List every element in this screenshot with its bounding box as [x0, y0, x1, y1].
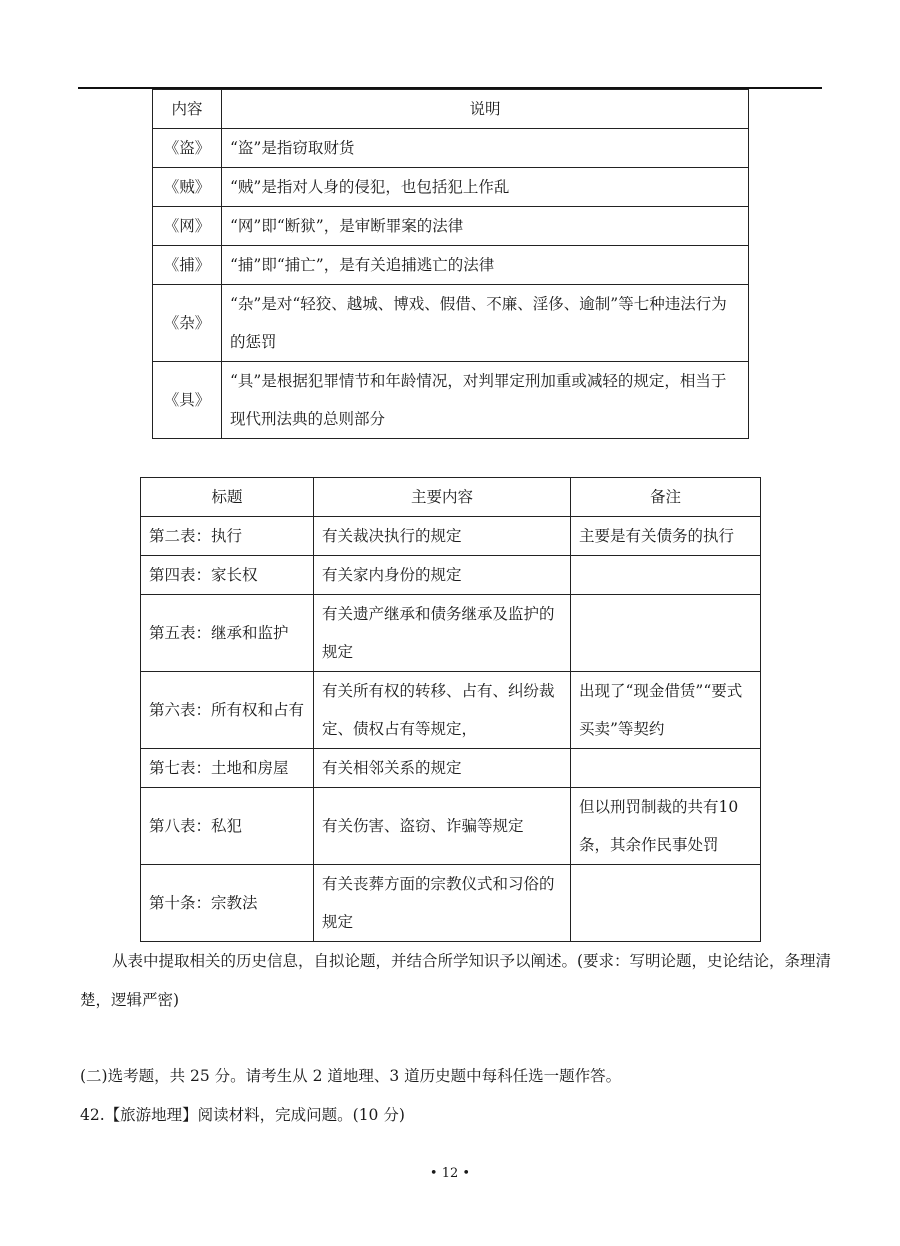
table-row [153, 285, 749, 362]
table-cell: 有关家内身份的规定 [314, 556, 571, 595]
table-cell [571, 749, 761, 788]
table-row [141, 749, 761, 788]
table-cell [571, 556, 761, 595]
table-cell: “贼”是指对人身的侵犯，也包括犯上作乱 [222, 168, 749, 207]
table-row [141, 517, 761, 556]
header-cell: 内容 [153, 90, 222, 129]
question-text: 从表中提取相关的历史信息，自拟论题，并结合所学知识予以阐述。(要求：写明论题，史论结论，条理清楚，逻辑严密) [80, 952, 832, 1009]
table-cell: 第五表：继承和监护 [141, 595, 314, 672]
table-cell [571, 865, 761, 942]
table-header-row [141, 478, 761, 517]
table-row [141, 788, 761, 865]
table-row [153, 362, 749, 439]
table-row [141, 556, 761, 595]
table-row [153, 207, 749, 246]
header-cell: 备注 [571, 478, 761, 517]
table-cell: 有关伤害、盗窃、诈骗等规定 [314, 788, 571, 865]
table-cell: 主要是有关债务的执行 [571, 517, 761, 556]
table-cell: 有关遗产继承和债务继承及监护的规定 [314, 595, 571, 672]
table-cell: 第四表：家长权 [141, 556, 314, 595]
table-cell: 《杂》 [153, 285, 222, 362]
question-42: 42.【旅游地理】阅读材料，完成问题。(10 分) [80, 1106, 405, 1124]
table-row [141, 595, 761, 672]
table-cell: 《网》 [153, 207, 222, 246]
table-row [141, 865, 761, 942]
table-cell: 第二表：执行 [141, 517, 314, 556]
twelve-tables-table [140, 477, 761, 942]
header-cell: 标题 [141, 478, 314, 517]
table-row [153, 246, 749, 285]
table-cell: 第六表：所有权和占有 [141, 672, 314, 749]
table-cell: 有关裁决执行的规定 [314, 517, 571, 556]
page-number: • 12 • [429, 1166, 471, 1181]
table-cell: 出现了“现金借赁”“要式买卖”等契约 [571, 672, 761, 749]
table-cell: 《具》 [153, 362, 222, 439]
table-cell: 第七表：土地和房屋 [141, 749, 314, 788]
section-heading: (二)选考题，共 25 分。请考生从 2 道地理、3 道历史题中每科任选一题作答。 [80, 1067, 622, 1085]
header-cell: 主要内容 [314, 478, 571, 517]
table-cell: “杂”是对“轻狡、越城、博戏、假借、不廉、淫侈、逾制”等七种违法行为的惩罚 [222, 285, 749, 362]
table-cell: 有关丧葬方面的宗教仪式和习俗的规定 [314, 865, 571, 942]
table-row [153, 129, 749, 168]
table-cell: “具”是根据犯罪情节和年龄情况，对判罪定刑加重或减轻的规定，相当于现代刑法典的总则部分 [222, 362, 749, 439]
table-cell: 第十条：宗教法 [141, 865, 314, 942]
table-cell [571, 595, 761, 672]
header-cell: 说明 [222, 90, 749, 129]
table-cell: 《贼》 [153, 168, 222, 207]
table-row [153, 168, 749, 207]
table-row [141, 672, 761, 749]
table-cell: 《盗》 [153, 129, 222, 168]
legal-code-table [152, 89, 749, 439]
table-cell: 第八表：私犯 [141, 788, 314, 865]
table-header-row [153, 90, 749, 129]
table-cell: 但以刑罚制裁的共有10条，其余作民事处罚 [571, 788, 761, 865]
table-cell: 有关所有权的转移、占有、纠纷裁定、债权占有等规定， [314, 672, 571, 749]
table-cell: “盗”是指窃取财货 [222, 129, 749, 168]
table-cell: “网”即“断狱”，是审断罪案的法律 [222, 207, 749, 246]
table-cell: 《捕》 [153, 246, 222, 285]
table-cell: “捕”即“捕亡”，是有关追捕逃亡的法律 [222, 246, 749, 285]
table-cell: 有关相邻关系的规定 [314, 749, 571, 788]
